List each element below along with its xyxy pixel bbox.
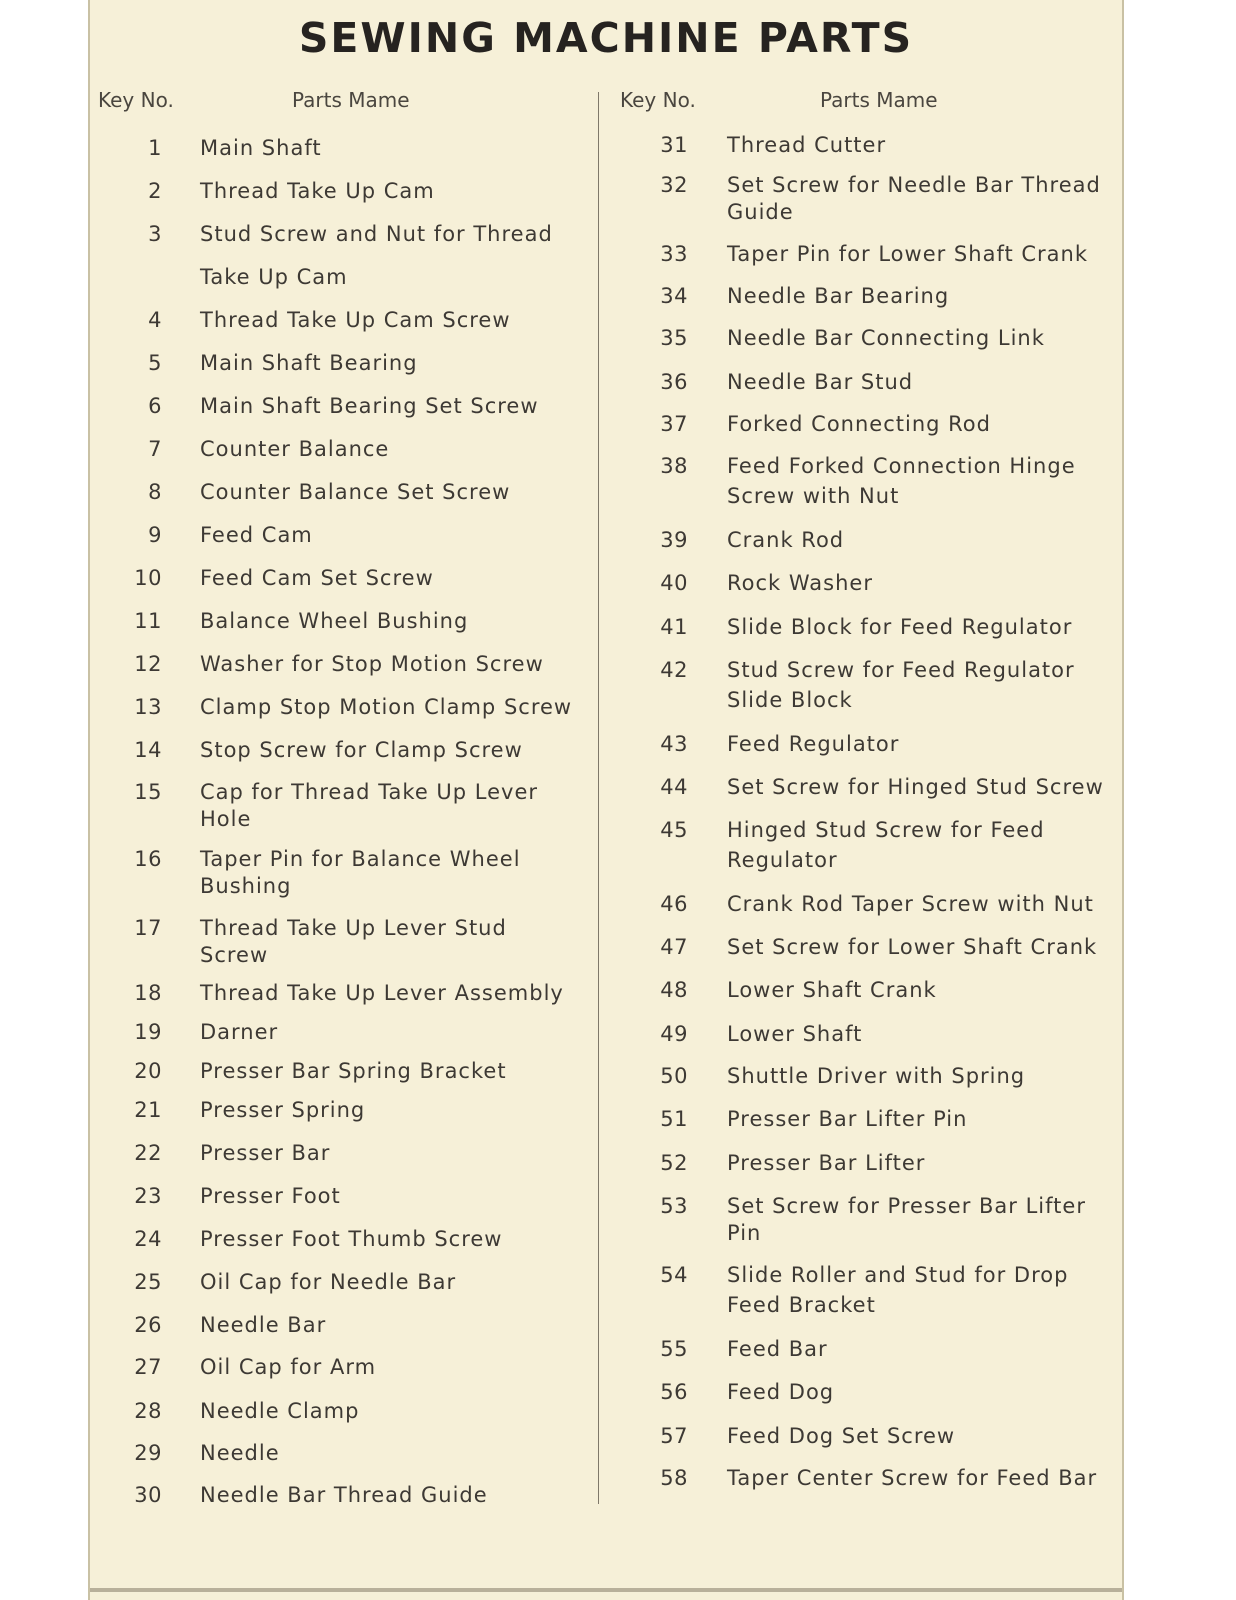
- key-number: 58: [660, 1466, 688, 1490]
- key-number: 30: [134, 1483, 162, 1507]
- part-name: Presser Foot Thumb Screw: [200, 1227, 503, 1251]
- part-name-continued: Take Up Cam: [200, 265, 348, 289]
- part-name: Needle Bar Connecting Link: [727, 326, 1045, 350]
- key-number: 33: [660, 242, 688, 266]
- part-name: Set Screw for Hinged Stud Screw: [727, 775, 1104, 799]
- part-name: Counter Balance Set Screw: [200, 480, 511, 504]
- part-name: Stud Screw for Feed Regulator: [727, 658, 1075, 682]
- key-no-header: Key No.: [620, 88, 696, 112]
- part-name: Feed Cam: [200, 523, 313, 547]
- part-name: Shuttle Driver with Spring: [727, 1064, 1026, 1088]
- part-name: Darner: [200, 1020, 279, 1044]
- part-name: Feed Dog: [727, 1380, 835, 1404]
- part-name: Taper Pin for Balance Wheel: [200, 847, 521, 871]
- key-number: 21: [134, 1098, 162, 1122]
- part-name-continued: Regulator: [727, 848, 838, 872]
- key-number: 38: [660, 454, 688, 478]
- part-name: Main Shaft Bearing: [200, 351, 418, 375]
- key-number: 34: [660, 284, 688, 308]
- column-divider: [598, 92, 599, 1504]
- key-number: 26: [134, 1313, 162, 1337]
- part-name: Presser Bar Lifter Pin: [727, 1107, 968, 1131]
- part-name: Needle: [200, 1441, 280, 1465]
- part-name: Lower Shaft: [727, 1022, 863, 1046]
- key-number: 7: [148, 437, 162, 461]
- key-no-header: Key No.: [98, 88, 174, 112]
- part-name: Feed Cam Set Screw: [200, 566, 434, 590]
- key-number: 52: [660, 1151, 688, 1175]
- key-number: 53: [660, 1194, 688, 1218]
- part-name: Needle Bar Bearing: [727, 284, 950, 308]
- key-number: 35: [660, 326, 688, 350]
- part-name: Needle Bar Thread Guide: [200, 1483, 488, 1507]
- key-number: 23: [134, 1184, 162, 1208]
- key-number: 1: [148, 136, 162, 160]
- key-number: 57: [660, 1424, 688, 1448]
- part-name: Balance Wheel Bushing: [200, 609, 469, 633]
- part-name: Counter Balance: [200, 437, 390, 461]
- key-number: 44: [660, 775, 688, 799]
- key-number: 25: [134, 1270, 162, 1294]
- key-number: 11: [134, 609, 162, 633]
- key-number: 50: [660, 1064, 688, 1088]
- key-number: 2: [148, 179, 162, 203]
- key-number: 54: [660, 1263, 688, 1287]
- part-name: Set Screw for Presser Bar Lifter: [727, 1194, 1086, 1218]
- part-name: Lower Shaft Crank: [727, 978, 937, 1002]
- part-name: Slide Roller and Stud for Drop: [727, 1263, 1069, 1287]
- part-name: Needle Clamp: [200, 1399, 360, 1423]
- page-title: SEWING MACHINE PARTS: [298, 14, 914, 62]
- part-name: Presser Bar Lifter: [727, 1151, 926, 1175]
- key-number: 6: [148, 394, 162, 418]
- key-number: 8: [148, 480, 162, 504]
- part-name: Washer for Stop Motion Screw: [200, 652, 544, 676]
- key-number: 13: [134, 695, 162, 719]
- part-name: Feed Bar: [727, 1337, 828, 1361]
- key-number: 27: [134, 1355, 162, 1379]
- key-number: 43: [660, 732, 688, 756]
- part-name: Thread Take Up Lever Assembly: [200, 981, 564, 1005]
- part-name-continued: Bushing: [200, 874, 292, 898]
- part-name: Thread Take Up Cam Screw: [200, 308, 511, 332]
- document-page: [88, 0, 1124, 1600]
- part-name: Needle Bar Stud: [727, 370, 914, 394]
- key-number: 18: [134, 981, 162, 1005]
- key-number: 10: [134, 566, 162, 590]
- part-name: Cap for Thread Take Up Lever: [200, 780, 539, 804]
- part-name-continued: Slide Block: [727, 688, 853, 712]
- part-name: Presser Spring: [200, 1098, 366, 1122]
- part-name: Feed Dog Set Screw: [727, 1424, 956, 1448]
- part-name-continued: Screw: [200, 943, 269, 967]
- part-name-continued: Pin: [727, 1221, 762, 1245]
- key-number: 45: [660, 818, 688, 842]
- key-number: 42: [660, 658, 688, 682]
- key-number: 19: [134, 1020, 162, 1044]
- key-number: 56: [660, 1380, 688, 1404]
- part-name-continued: Feed Bracket: [727, 1293, 876, 1317]
- key-number: 46: [660, 892, 688, 916]
- part-name: Slide Block for Feed Regulator: [727, 615, 1073, 639]
- parts-name-header: Parts Mame: [820, 88, 938, 112]
- part-name: Crank Rod: [727, 528, 845, 552]
- key-number: 4: [148, 308, 162, 332]
- key-number: 15: [134, 780, 162, 804]
- part-name: Presser Bar: [200, 1141, 331, 1165]
- part-name: Presser Foot: [200, 1184, 341, 1208]
- key-number: 5: [148, 351, 162, 375]
- page-bottom-edge: [90, 1588, 1122, 1592]
- part-name: Main Shaft Bearing Set Screw: [200, 394, 539, 418]
- part-name-continued: Screw with Nut: [727, 484, 900, 508]
- key-number: 40: [660, 571, 688, 595]
- part-name: Oil Cap for Needle Bar: [200, 1270, 457, 1294]
- part-name-continued: Hole: [200, 807, 252, 831]
- part-name: Forked Connecting Rod: [727, 412, 991, 436]
- part-name: Stop Screw for Clamp Screw: [200, 738, 523, 762]
- key-number: 51: [660, 1107, 688, 1131]
- key-number: 39: [660, 528, 688, 552]
- part-name: Set Screw for Lower Shaft Crank: [727, 935, 1098, 959]
- part-name: Rock Washer: [727, 571, 873, 595]
- part-name: Feed Regulator: [727, 732, 900, 756]
- key-number: 47: [660, 935, 688, 959]
- key-number: 24: [134, 1227, 162, 1251]
- part-name: Main Shaft: [200, 136, 322, 160]
- key-number: 32: [660, 173, 688, 197]
- key-number: 12: [134, 652, 162, 676]
- part-name: Taper Pin for Lower Shaft Crank: [727, 242, 1089, 266]
- part-name: Thread Take Up Lever Stud: [200, 916, 507, 940]
- key-number: 3: [148, 222, 162, 246]
- key-number: 37: [660, 412, 688, 436]
- part-name: Set Screw for Needle Bar Thread: [727, 173, 1101, 197]
- key-number: 20: [134, 1059, 162, 1083]
- part-name-continued: Guide: [727, 200, 794, 224]
- key-number: 29: [134, 1441, 162, 1465]
- key-number: 49: [660, 1022, 688, 1046]
- key-number: 31: [660, 133, 688, 157]
- key-number: 28: [134, 1399, 162, 1423]
- key-number: 14: [134, 738, 162, 762]
- part-name: Taper Center Screw for Feed Bar: [727, 1466, 1098, 1490]
- key-number: 17: [134, 916, 162, 940]
- key-number: 36: [660, 370, 688, 394]
- part-name: Clamp Stop Motion Clamp Screw: [200, 695, 573, 719]
- part-name: Thread Take Up Cam: [200, 179, 435, 203]
- key-number: 9: [148, 523, 162, 547]
- key-number: 22: [134, 1141, 162, 1165]
- key-number: 41: [660, 615, 688, 639]
- part-name: Oil Cap for Arm: [200, 1355, 377, 1379]
- part-name: Presser Bar Spring Bracket: [200, 1059, 507, 1083]
- key-number: 16: [134, 847, 162, 871]
- key-number: 55: [660, 1337, 688, 1361]
- part-name: Thread Cutter: [727, 133, 887, 157]
- key-number: 48: [660, 978, 688, 1002]
- part-name: Hinged Stud Screw for Feed: [727, 818, 1045, 842]
- parts-name-header: Parts Mame: [292, 88, 410, 112]
- part-name: Needle Bar: [200, 1313, 327, 1337]
- part-name: Feed Forked Connection Hinge: [727, 454, 1076, 478]
- part-name: Crank Rod Taper Screw with Nut: [727, 892, 1094, 916]
- part-name: Stud Screw and Nut for Thread: [200, 222, 553, 246]
